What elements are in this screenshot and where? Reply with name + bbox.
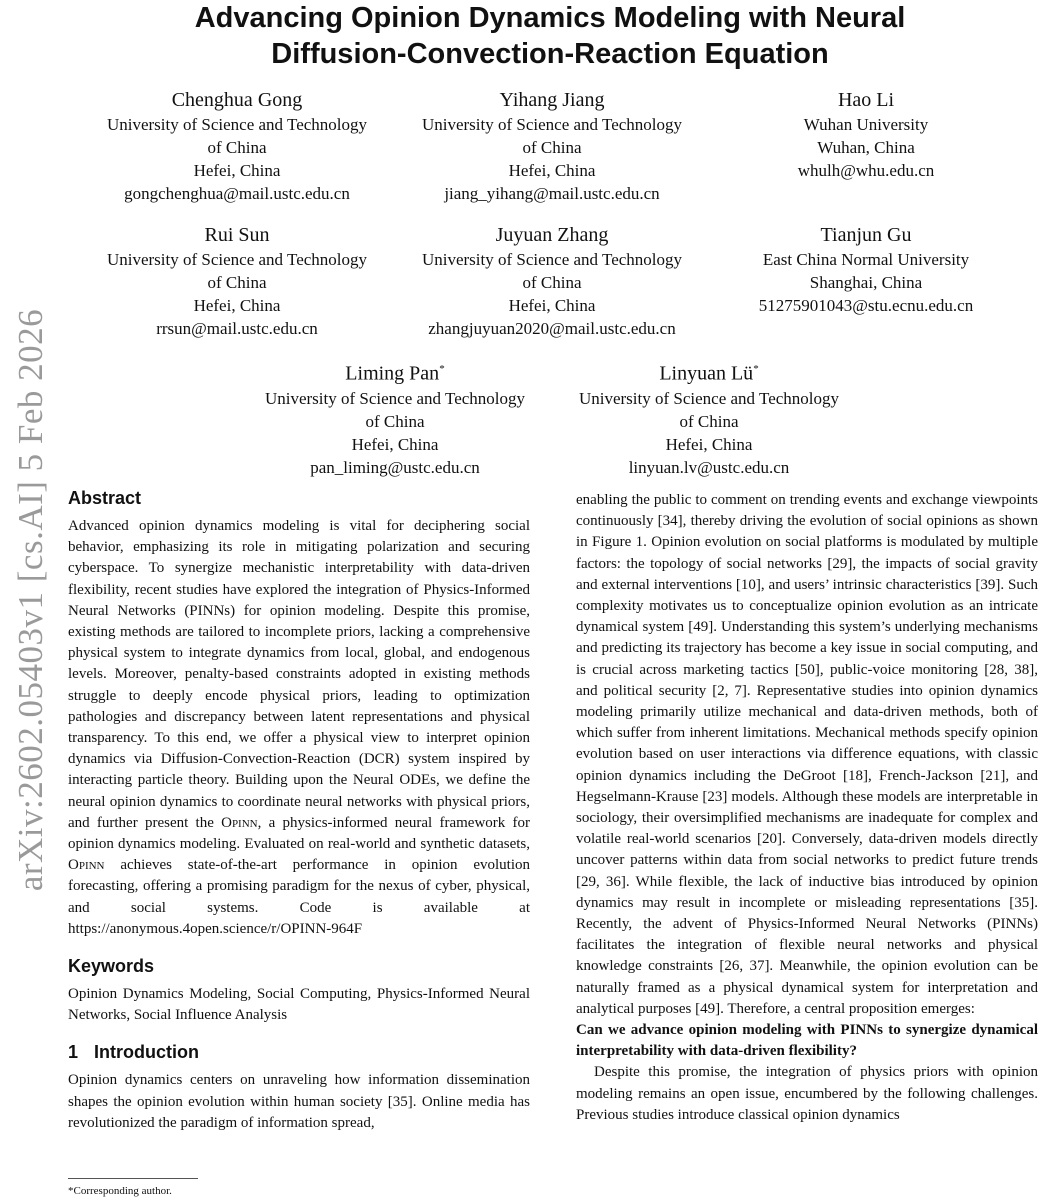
author-email: gongchenghua@mail.ustc.edu.cn bbox=[124, 184, 350, 203]
arxiv-id-text: arXiv:2602.05403v1 [cs.AI] 5 Feb 2026 bbox=[11, 308, 50, 892]
author-name: Rui Sun bbox=[204, 224, 270, 246]
keywords-heading: Keywords bbox=[68, 956, 155, 977]
abstract-text bbox=[68, 516, 530, 940]
author-block-6 bbox=[711, 222, 1021, 317]
abstract-text-part: , a physics-informed neural framework for opinion dynamics modeling. Evaluated on real-world and synthetic datasets, bbox=[68, 814, 531, 853]
section-number: 1 bbox=[68, 1042, 79, 1063]
author-location: Wuhan, China bbox=[817, 138, 915, 157]
author-location: Hefei, China bbox=[508, 296, 596, 315]
author-affiliation-cont: of China bbox=[207, 273, 267, 292]
right-column bbox=[576, 490, 1038, 1126]
author-affiliation: University of Science and Technology bbox=[106, 250, 368, 269]
author-affiliation-cont: of China bbox=[365, 411, 425, 431]
introduction-paragraph-continued: enabling the public to comment on trending events and exchange viewpoints continuously [34], thereby driving the evolution of social opinions as shown in Figure 1. Opinion evolution on social platforms is modulated by multiple factors: the topology of social networks [29], the impacts of social gravity and external interventions [10], and users’ intrinsic characteristics [39]. Such complexity motivates us to conceptualize opinion evolution as an intricate dynamical system [49]. Understanding this system’s underlying mechanisms and predicting its trajectory has become a key issue in social computing, and is crucial across marketing tactics [50], public-voice monitoring [28, 38], and political security [2, 7]. Representative studies into opinion dynamics modeling primarily utilize mechanical and data-driven methods, both of which suffer from inherent limitations. Mechanical methods specify opinion evolution based on user interactions via difference equations, with classic opinion dynamics including the DeGroot [18], French-Jackson [21], and Hegselmann-Krause [23] models. Although these models are interpretable in sociology, their oversimplified mechanisms are inadequate for complex and volatile real-world scenarios [20]. Conversely, data-driven models directly uncover patterns within data from social networks to predict future trends [29, 36]. While flexible, the lack of inductive bias introduced by opinion dynamics may result in incomplete or misleading representations [35]. Recently, the advent of Physics-Informed Neural Networks (PINNs) facilitates the integration of flexible neural networks and physical knowledge constraints [26, 37]. Meanwhile, the opinion evolution can be naturally framed as a physical dynamical system for interpretation and analytical purposes [49]. Therefore, a central proposition emerges: bbox=[576, 492, 1038, 1017]
author-affiliation-cont: of China bbox=[207, 138, 267, 157]
author-block-1 bbox=[82, 87, 392, 205]
author-name-line bbox=[240, 356, 550, 387]
abstract-text-part: achieves state-of-the-art performance in opinion evolution forecasting, offering a promising paradigm for the nexus of cyber, physical, and social systems. Code is available at https://anonymous.4open.science/r/OPINN-964F bbox=[68, 857, 530, 937]
research-question: Can we advance opinion modeling with PINNs to synergize dynamical interpretability with data-driven flexibility? bbox=[576, 1022, 1038, 1060]
arxiv-identifier-stamp bbox=[0, 0, 62, 1200]
author-email: 51275901043@stu.ecnu.edu.cn bbox=[758, 296, 974, 315]
author-affiliation: East China Normal University bbox=[762, 250, 970, 269]
author-email: linyuan.lv@ustc.edu.cn bbox=[628, 457, 790, 477]
title-line-2: Diffusion-Convection-Reaction Equation bbox=[271, 38, 829, 70]
author-affiliation: University of Science and Technology bbox=[264, 388, 526, 408]
corresponding-mark: * bbox=[753, 363, 759, 375]
author-location: Hefei, China bbox=[665, 434, 753, 454]
title-line-1: Advancing Opinion Dynamics Modeling with Neural bbox=[194, 2, 906, 34]
author-affiliation: University of Science and Technology bbox=[421, 115, 683, 134]
abstract-heading: Abstract bbox=[68, 488, 142, 508]
abstract-text-part: Advanced opinion dynamics modeling is vital for deciphering social behavior, emphasizing its role in mitigating polarization and securing cyberspace. To synergize mechanistic interpretability with data-driven flexibility, recent studies have explored the integration of Physics-Informed Neural Networks (PINNs) for opinion modeling. Despite this promise, existing methods are tailored to incomplete priors, lacking a comprehensive physical system to integrate dynamics from local, global, and endogenous levels. Moreover, penalty-based constraints adopted in existing methods struggle to deeply encode physical priors, leading to optimization pathologies and discrepancy between latent representations and physical transparency. To this end, we offer a physical view to interpret opinion dynamics via Diffusion-Convection-Reaction (DCR) system inspired by interacting particle theory. Building upon the Neural ODEs, we define the neural opinion dynamics to coordinate neural networks with physical priors, and further present the bbox=[68, 518, 530, 831]
author-email: pan_liming@ustc.edu.cn bbox=[310, 457, 480, 477]
author-name: Chenghua Gong bbox=[171, 89, 303, 111]
author-email: rrsun@mail.ustc.edu.cn bbox=[156, 319, 318, 338]
author-name-line bbox=[554, 356, 864, 387]
author-name: Hao Li bbox=[837, 89, 895, 111]
author-email: whulh@whu.edu.cn bbox=[797, 161, 935, 180]
author-block-5 bbox=[397, 222, 707, 340]
keywords-text: Opinion Dynamics Modeling, Social Computing, Physics-Informed Neural Networks, Social Influence Analysis bbox=[68, 986, 530, 1024]
author-affiliation-cont: of China bbox=[522, 273, 582, 292]
author-name: Yihang Jiang bbox=[499, 89, 605, 111]
author-location: Hefei, China bbox=[508, 161, 596, 180]
footnote-corresponding-author: *Corresponding author. bbox=[68, 1185, 172, 1197]
left-column bbox=[68, 486, 530, 1134]
author-location: Hefei, China bbox=[351, 434, 439, 454]
author-name: Juyuan Zhang bbox=[495, 224, 609, 246]
author-affiliation-cont: of China bbox=[679, 411, 739, 431]
author-affiliation: University of Science and Technology bbox=[578, 388, 840, 408]
author-block-7 bbox=[240, 356, 550, 479]
author-affiliation: Wuhan University bbox=[803, 115, 929, 134]
author-location: Shanghai, China bbox=[809, 273, 923, 292]
introduction-paragraph-2: Despite this promise, the integration of physics priors with opinion modeling remains an open issue, encumbered by the following challenges. Previous studies introduce classical opinion dynamics bbox=[576, 1064, 1038, 1123]
author-block-8 bbox=[554, 356, 864, 479]
paper-title bbox=[90, 0, 1010, 72]
author-affiliation: University of Science and Technology bbox=[106, 115, 368, 134]
author-name: Tianjun Gu bbox=[820, 224, 912, 246]
corresponding-mark: * bbox=[439, 363, 445, 375]
author-affiliation-cont: of China bbox=[522, 138, 582, 157]
author-email: zhangjuyuan2020@mail.ustc.edu.cn bbox=[428, 319, 676, 338]
author-block-3 bbox=[711, 87, 1021, 182]
author-location: Hefei, China bbox=[193, 296, 281, 315]
author-location: Hefei, China bbox=[193, 161, 281, 180]
author-block-2 bbox=[397, 87, 707, 205]
author-email: jiang_yihang@mail.ustc.edu.cn bbox=[444, 184, 660, 203]
method-name: Opinn bbox=[221, 814, 258, 831]
method-name: Opinn bbox=[68, 857, 105, 874]
author-block-4 bbox=[82, 222, 392, 340]
section-title: Introduction bbox=[94, 1042, 199, 1063]
introduction-heading bbox=[68, 1040, 530, 1064]
author-name: Liming Pan bbox=[345, 362, 440, 385]
author-affiliation: University of Science and Technology bbox=[421, 250, 683, 269]
introduction-paragraph: Opinion dynamics centers on unraveling how information dissemination shapes the opinion evolution within human society [35]. Online media has revolutionized the paradigm of information spread, bbox=[68, 1072, 530, 1131]
author-name: Linyuan Lü bbox=[659, 362, 754, 385]
footnote-rule bbox=[68, 1178, 198, 1179]
